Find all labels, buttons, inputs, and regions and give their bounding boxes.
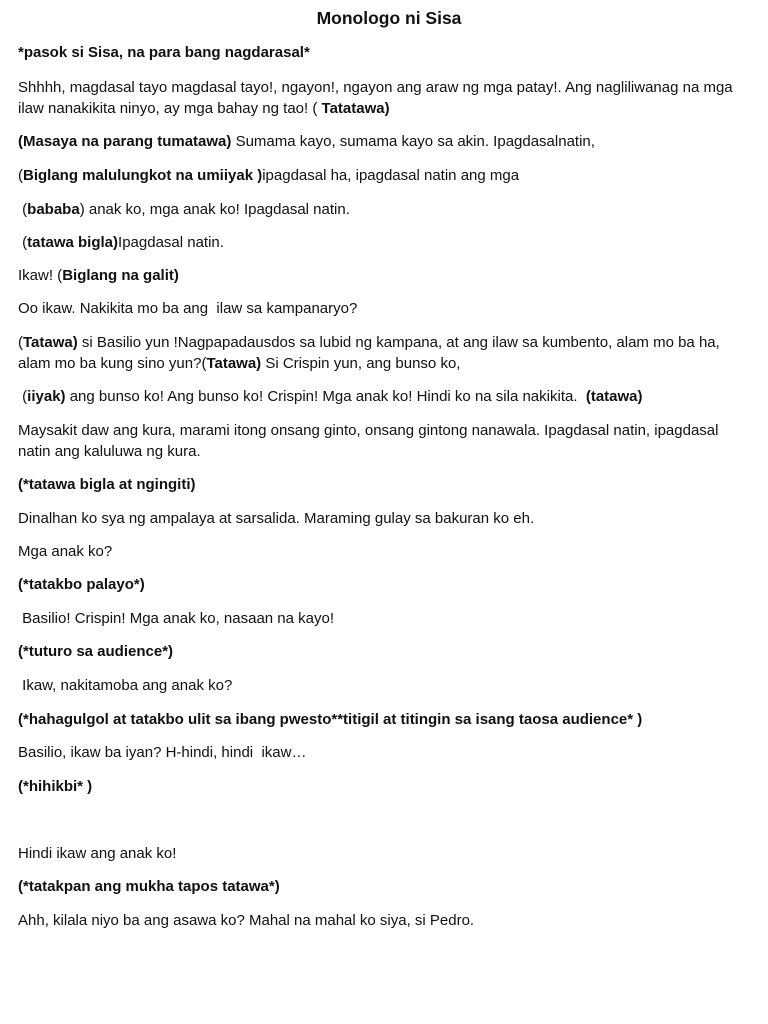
monologue-paragraph (18, 608, 753, 629)
bold-text-run: (*tatawa bigla at ngingiti) (18, 476, 196, 493)
bold-text-run: Biglang na galit) (62, 267, 179, 284)
text-run: ( (18, 334, 23, 351)
bold-text-run: (*hihikbi* ) (18, 778, 93, 795)
bold-text-run: Tatawa) (206, 355, 262, 372)
monologue-paragraph (18, 675, 753, 696)
text-run: Dinalhan ko sya ng ampalaya at sarsalida. Maraming gulay sa bakuran ko eh. (18, 510, 535, 527)
text-run: ( (18, 201, 28, 218)
monologue-paragraph (18, 199, 753, 220)
monologue-paragraph (18, 298, 753, 319)
stage-direction (18, 474, 753, 495)
text-run: ( (18, 388, 28, 405)
text-run: ( (18, 234, 28, 251)
stage-direction (18, 574, 753, 595)
text-run: Shhhh, magdasal tayo magdasal tayo!, ngayon!, ngayon ang araw ng mga patay!. Ang nagliliwanag na mga ilaw nanakikita ninyo, ay mga bahay ng tao! ( (18, 79, 737, 117)
monologue-paragraph (18, 386, 753, 407)
text-run: ( (18, 167, 23, 184)
bold-text-run: bababa (27, 201, 80, 218)
stage-direction (18, 42, 753, 63)
text-run: Oo ikaw. Nakikita mo ba ang ilaw sa kampanaryo? (18, 300, 358, 317)
monologue-paragraph (18, 420, 753, 462)
bold-text-run: Tatawa) (23, 334, 78, 351)
text-run: Ahh, kilala niyo ba ang asawa ko? Mahal na mahal ko siya, si Pedro. (18, 912, 475, 929)
text-run: Sumama kayo, sumama kayo sa akin. Ipagdasalnatin, (231, 133, 595, 150)
document-title: Monologo ni Sisa (316, 8, 462, 28)
stage-direction (18, 776, 753, 797)
monologue-paragraph (18, 265, 753, 286)
text-run: Hindi ikaw ang anak ko! (18, 845, 177, 862)
monologue-paragraph (18, 332, 753, 374)
bold-text-run: (Masaya na parang tumatawa) (18, 133, 232, 150)
text-run: Maysakit daw ang kura, marami itong onsang ginto, onsang gintong nanawala. Ipagdasal natin, ipagdasal natin ang kaluluwa ng kura. (18, 422, 723, 460)
text-run: ang bunso ko! Ang bunso ko! Crispin! Mga anak ko! Hindi ko na sila nakikita. (65, 388, 586, 405)
stage-direction (18, 641, 753, 662)
stage-direction (18, 709, 753, 730)
text-run: si Basilio yun !Nagpapadausdos sa lubid ng kampana, at ang ilaw sa kumbento, alam mo ba ha, alam mo ba kung sino yun?( (18, 334, 724, 372)
text-run: Ikaw! ( (18, 267, 63, 284)
stage-direction (18, 876, 753, 897)
bold-text-run: tatawa bigla) (27, 234, 119, 251)
text-run: Basilio, ikaw ba iyan? H-hindi, hindi ikaw… (18, 744, 307, 761)
text-run: Ikaw, nakitamoba ang anak ko? (18, 677, 233, 694)
text-run: Mga anak ko? (18, 543, 113, 560)
bold-text-run: *pasok si Sisa, na para bang nagdarasal* (18, 44, 310, 61)
bold-text-run: (*tuturo sa audience*) (18, 643, 174, 660)
monologue-paragraph (18, 910, 753, 931)
monologue-paragraph (18, 232, 753, 253)
bold-text-run: Tatatawa) (321, 100, 390, 117)
monologue-paragraph (18, 541, 753, 562)
bold-text-run: iiyak) (27, 388, 66, 405)
text-run: Ipagdasal natin. (118, 234, 224, 251)
monologue-paragraph (18, 77, 753, 119)
bold-text-run: (*tatakbo palayo*) (18, 576, 145, 593)
monologue-paragraph (18, 843, 753, 864)
monologue-paragraph (18, 165, 753, 186)
text-run: ipagdasal ha, ipagdasal natin ang mga (262, 167, 520, 184)
monologue-paragraph (18, 742, 753, 763)
bold-text-run: Biglang malulungkot na umiiyak ) (23, 167, 263, 184)
text-run: Si Crispin yun, ang bunso ko, (261, 355, 461, 372)
monologue-paragraph (18, 508, 753, 529)
text-run: Basilio! Crispin! Mga anak ko, nasaan na kayo! (18, 610, 335, 627)
text-run: ) anak ko, mga anak ko! Ipagdasal natin. (79, 201, 350, 218)
bold-text-run: (*tatakpan ang mukha tapos tatawa*) (18, 878, 280, 895)
bold-text-run: (*hahagulgol at tatakbo ulit sa ibang pwesto**titigil at titingin sa isang taosa audience* ) (18, 711, 643, 728)
bold-text-run: (tatawa) (585, 388, 643, 405)
monologue-paragraph (18, 131, 753, 152)
